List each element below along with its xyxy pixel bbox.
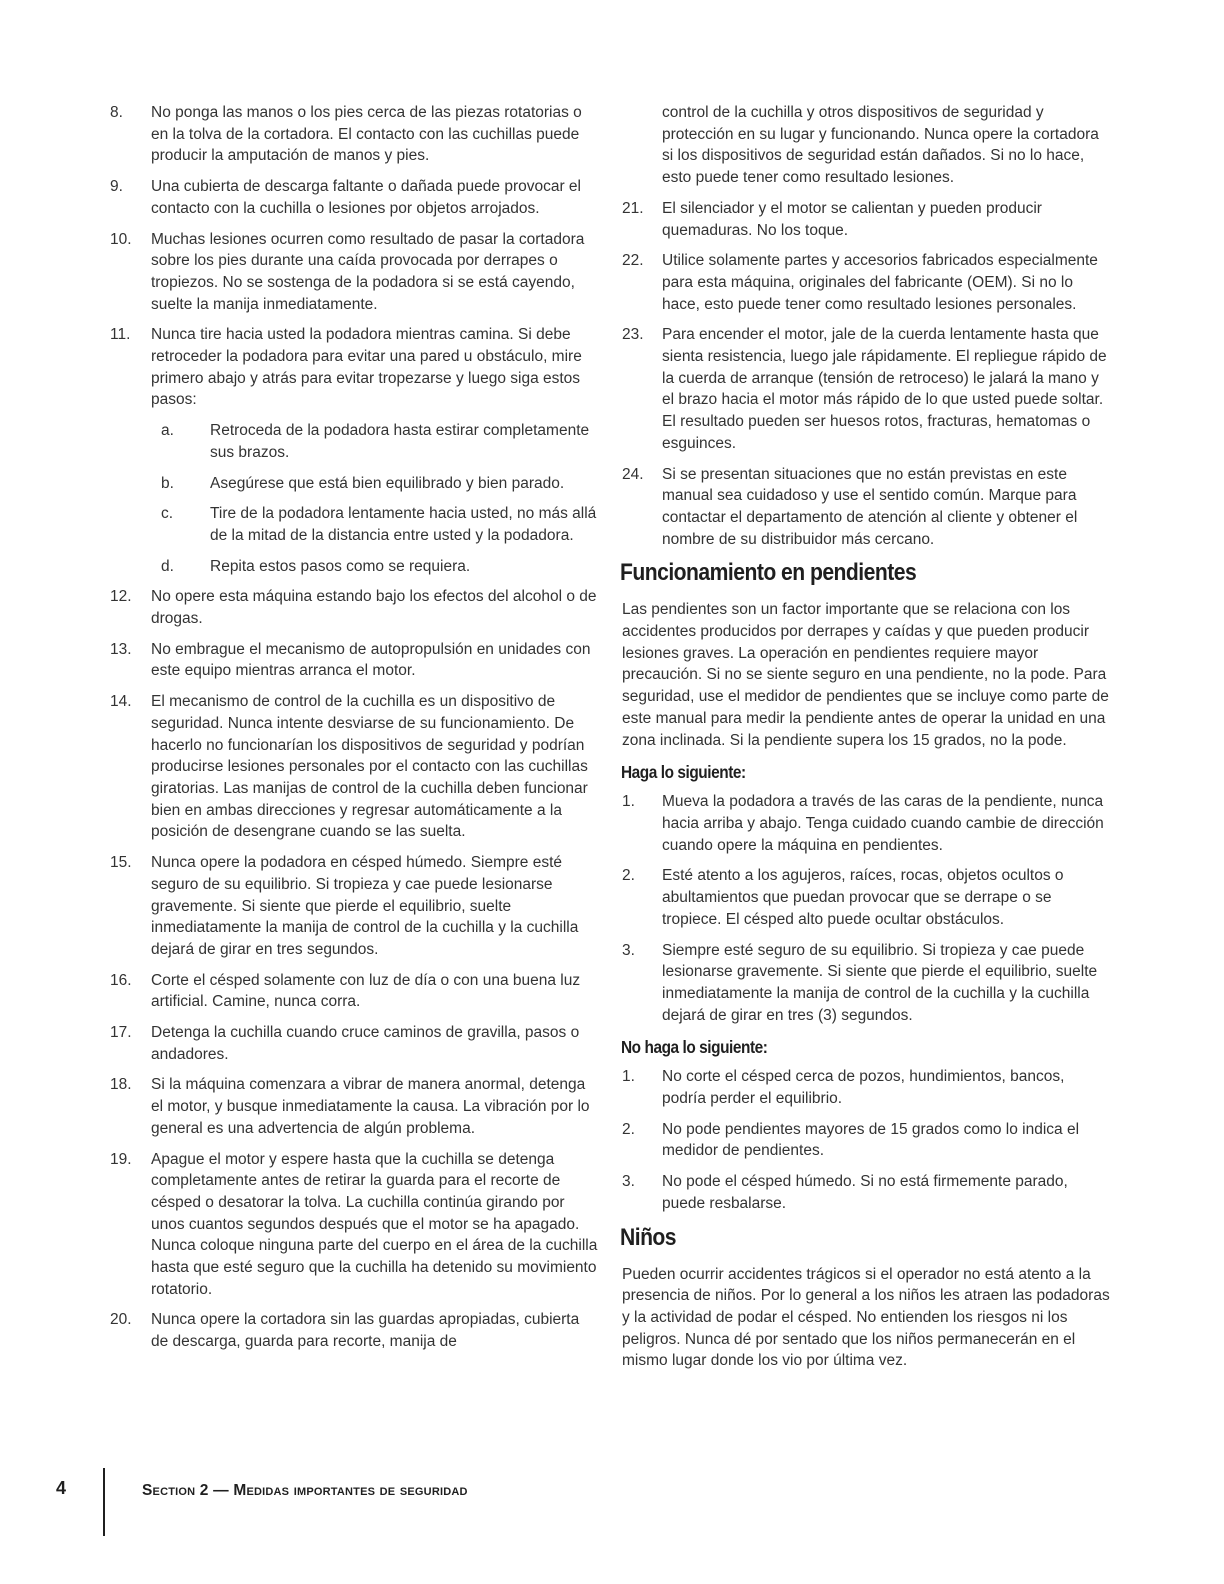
list-item: [110, 639, 598, 682]
item-number: 15.: [110, 854, 132, 872]
item-number: 8.: [110, 104, 123, 121]
item-number: 1.: [622, 793, 635, 811]
item-text: control de la cuchilla y otros dispositivos de seguridad y protección en su lugar y funcionando. Nunca opere la cortadora si los dispositivos de seguridad están dañados. Si no lo hace, esto puede tener como resultado lesiones.: [662, 104, 1099, 187]
list-item: [622, 940, 1112, 1027]
section-heading-slopes: Funcionamiento en pendientes: [620, 559, 917, 587]
subheading-do: Haga lo siguiente:: [621, 762, 746, 783]
left-column: [110, 102, 598, 1362]
sub-list: [151, 420, 598, 577]
item-text: No ponga las manos o los pies cerca de las piezas rotatorias o en la tolva de la cortadora. El contacto con las cuchillas puede producir la amputación de manos y pies.: [151, 104, 582, 165]
footer-divider: [103, 1468, 105, 1536]
item-text: El silenciador y el motor se calientan y pueden producir quemaduras. No los toque.: [662, 199, 1042, 239]
sub-item-text: Tire de la podadora lentamente hacia usted, no más allá de la mitad de la distancia entre usted y la podadora.: [210, 505, 597, 544]
list-item: [110, 176, 598, 219]
item-number: 11.: [110, 326, 131, 344]
item-number: 3.: [622, 1173, 635, 1191]
item-text: Muchas lesiones ocurren como resultado de pasar la cortadora sobre los pies durante una caída provocada por derrapes o tropiezos. No se sostenga de la podadora si se está cayendo, suelte la manija inmediatamente.: [151, 230, 585, 313]
sub-item-letter: b.: [161, 474, 174, 492]
sub-item-letter: d.: [161, 557, 174, 575]
item-number: 21.: [622, 199, 644, 217]
list-item: [622, 865, 1112, 930]
item-text: No corte el césped cerca de pozos, hundimientos, bancos, podría perder el equilibrio.: [662, 1068, 1065, 1108]
item-text: Corte el césped solamente con luz de día o con una buena luz artificial. Camine, nunca corra.: [151, 971, 581, 1011]
footer-section-title: Section 2 — Medidas importantes de seguridad: [142, 1482, 468, 1499]
item-number: 2.: [622, 1120, 635, 1138]
item-text: Siempre esté seguro de su equilibrio. Si tropieza y cae puede lesionarse gravemente. Si siente que pierde el equilibrio, suelte inmediatamente la manija de control de la cuchilla y la cuchilla dejará de girar en tres (3) segundos.: [662, 941, 1098, 1024]
item-number: 9.: [110, 178, 123, 196]
list-item: [110, 1309, 598, 1352]
list-item: [622, 464, 1112, 551]
section-heading-children: Niños: [620, 1223, 677, 1251]
list-item: [110, 852, 598, 961]
item-text: Detenga la cuchilla cuando cruce caminos de gravilla, pasos o andadores.: [151, 1024, 580, 1063]
list-item: [622, 198, 1112, 241]
list-item: [110, 691, 598, 843]
item-number: 22.: [622, 252, 644, 270]
right-column: [622, 102, 1112, 1372]
item-number: 19.: [110, 1150, 132, 1168]
item-number: 3.: [622, 941, 635, 959]
item-number: 18.: [110, 1076, 132, 1094]
list-item: [110, 1149, 598, 1301]
item-number: 23.: [622, 326, 644, 344]
item-number: 13.: [110, 640, 132, 658]
sub-item: [161, 556, 598, 578]
list-item: [110, 1074, 598, 1139]
item-number: 14.: [110, 693, 132, 711]
item-text: Esté atento a los agujeros, raíces, rocas, objetos ocultos o abultamientos que puedan provocar que se derrape o se tropiece. El césped alto puede ocultar obstáculos.: [662, 867, 1064, 928]
sub-item: [161, 473, 598, 495]
item-number: 10.: [110, 230, 132, 248]
list-item: [110, 324, 598, 577]
list-item: [110, 586, 598, 629]
item-number: 17.: [110, 1024, 132, 1042]
list-item: [622, 1171, 1112, 1214]
item-text: Si la máquina comenzara a vibrar de manera anormal, detenga el motor, y busque inmediatamente la causa. La vibración por lo general es una advertencia de algún problema.: [151, 1076, 590, 1137]
list-item: [110, 1022, 598, 1065]
list-item: [622, 324, 1112, 454]
list-item-continuation: [622, 102, 1112, 189]
sub-item-text: Retroceda de la podadora hasta estirar completamente sus brazos.: [210, 422, 590, 461]
page-footer: [0, 1468, 1224, 1548]
list-item: [110, 970, 598, 1013]
sub-item: [161, 420, 598, 463]
item-number: 16.: [110, 971, 132, 989]
item-text: Para encender el motor, jale de la cuerda lentamente hasta que sienta resistencia, luego jale rápidamente. El repliegue rápido de la cuerda de arranque (tensión de retroceso) le jalará la mano y el brazo hacia el motor más rápido de lo que usted puede soltar. El resultado pueden ser huesos rotos, fracturas, hematomas o esguinces.: [662, 326, 1107, 452]
sub-item: [161, 503, 598, 546]
item-number: 2.: [622, 867, 635, 885]
item-text: Apague el motor y espere hasta que la cuchilla se detenga completamente antes de retirar la guarda para el recorte de césped o desatorar la tolva. La cuchilla continúa girando por unos cuantos segundos después que el motor se ha apagado. Nunca coloque ninguna parte del cuerpo en el área de la cuchilla hasta que esté seguro que la cuchilla ha detenido su movimiento rotatorio.: [151, 1150, 598, 1298]
list-item: [622, 1066, 1112, 1109]
item-text: Mueva la podadora a través de las caras de la pendiente, nunca hacia arriba y abajo. Tenga cuidado cuando cambie de dirección cuando opere la máquina en pendientes.: [662, 793, 1104, 854]
list-item: [622, 791, 1112, 856]
sub-item-letter: c.: [161, 505, 174, 523]
item-text: Nunca opere la podadora en césped húmedo. Siempre esté seguro de su equilibrio. Si tropieza y cae puede lesionarse gravemente. Si siente que pierde el equilibrio, suelte inmediatamente la manija de control de la cuchilla y la cuchilla dejará de girar en tres segundos.: [151, 854, 579, 958]
list-item: [622, 250, 1112, 315]
item-number: 24.: [622, 465, 644, 483]
subheading-dont: No haga lo siguiente:: [621, 1037, 768, 1058]
item-text: Utilice solamente partes y accesorios fabricados especialmente para esta máquina, originales del fabricante (OEM). Si no lo hace, esto puede tener como resultado lesiones personales.: [662, 252, 1098, 313]
item-number: 1.: [622, 1068, 635, 1086]
list-item: [622, 1119, 1112, 1162]
item-text: No pode el césped húmedo. Si no está firmemente parado, puede resbalarse.: [662, 1173, 1068, 1212]
list-item: [110, 102, 598, 167]
item-text: El mecanismo de control de la cuchilla es un dispositivo de seguridad. Nunca intente desviarse de su funcionamiento. De hacerlo no funcionarían los dispositivos de seguridad y podrían producirse lesiones personales por el contacto con las cuchillas giratorias. Las manijas de control de la cuchilla deben funcionar bien en ambas direcciones y regresar automáticamente a la posición de desengrane cuando se las suelta.: [151, 693, 588, 841]
item-number: 20.: [110, 1311, 132, 1329]
item-text: Nunca tire hacia usted la podadora mientras camina. Si debe retroceder la podadora para evitar una pared u obstáculo, mire primero abajo y atrás para evitar tropezarse y luego siga estos pasos:: [151, 326, 582, 409]
item-text: No opere esta máquina estando bajo los efectos del alcohol o de drogas.: [151, 588, 597, 628]
list-item: [110, 229, 598, 316]
page-number: 4: [56, 1478, 67, 1498]
item-text: Si se presentan situaciones que no están previstas en este manual sea cuidadoso y use el sentido común. Marque para contactar el departamento de atención al cliente y obtener el nombre de su distribuidor más cercano.: [662, 465, 1078, 548]
slopes-paragraph: Las pendientes son un factor importante que se relaciona con los accidentes producidos por derrapes y caídas y que pueden producir lesiones graves. La operación en pendientes requiere mayor precaución. Si no se siente seguro en una pendiente, no la pode. Para seguridad, use el medidor de pendientes que se incluye como parte de este manual para medir la pendiente antes de operar la unidad en una zona inclinada. Si la pendiente supera los 15 grados, no la pode.: [622, 601, 1109, 749]
item-text: No embrague el mecanismo de autopropulsión en unidades con este equipo mientras arranca el motor.: [151, 640, 591, 680]
item-text: Una cubierta de descarga faltante o dañada puede provocar el contacto con la cuchilla o lesiones por objetos arrojados.: [151, 178, 581, 217]
children-paragraph: Pueden ocurrir accidentes trágicos si el operador no está atento a la presencia de niños. Por lo general a los niños les atraen las podadoras y la actividad de podar el césped. No entienden los riesgos ni los peligros. Nunca dé por sentado que los niños permanecerán en el mismo lugar donde los vio por última vez.: [622, 1265, 1110, 1370]
sub-item-text: Asegúrese que está bien equilibrado y bien parado.: [210, 474, 565, 492]
sub-item-text: Repita estos pasos como se requiera.: [210, 557, 471, 575]
item-text: No pode pendientes mayores de 15 grados como lo indica el medidor de pendientes.: [662, 1120, 1080, 1160]
sub-item-letter: a.: [161, 422, 174, 440]
item-text: Nunca opere la cortadora sin las guardas apropiadas, cubierta de descarga, guarda para recorte, manija de: [151, 1311, 580, 1351]
item-number: 12.: [110, 588, 132, 606]
